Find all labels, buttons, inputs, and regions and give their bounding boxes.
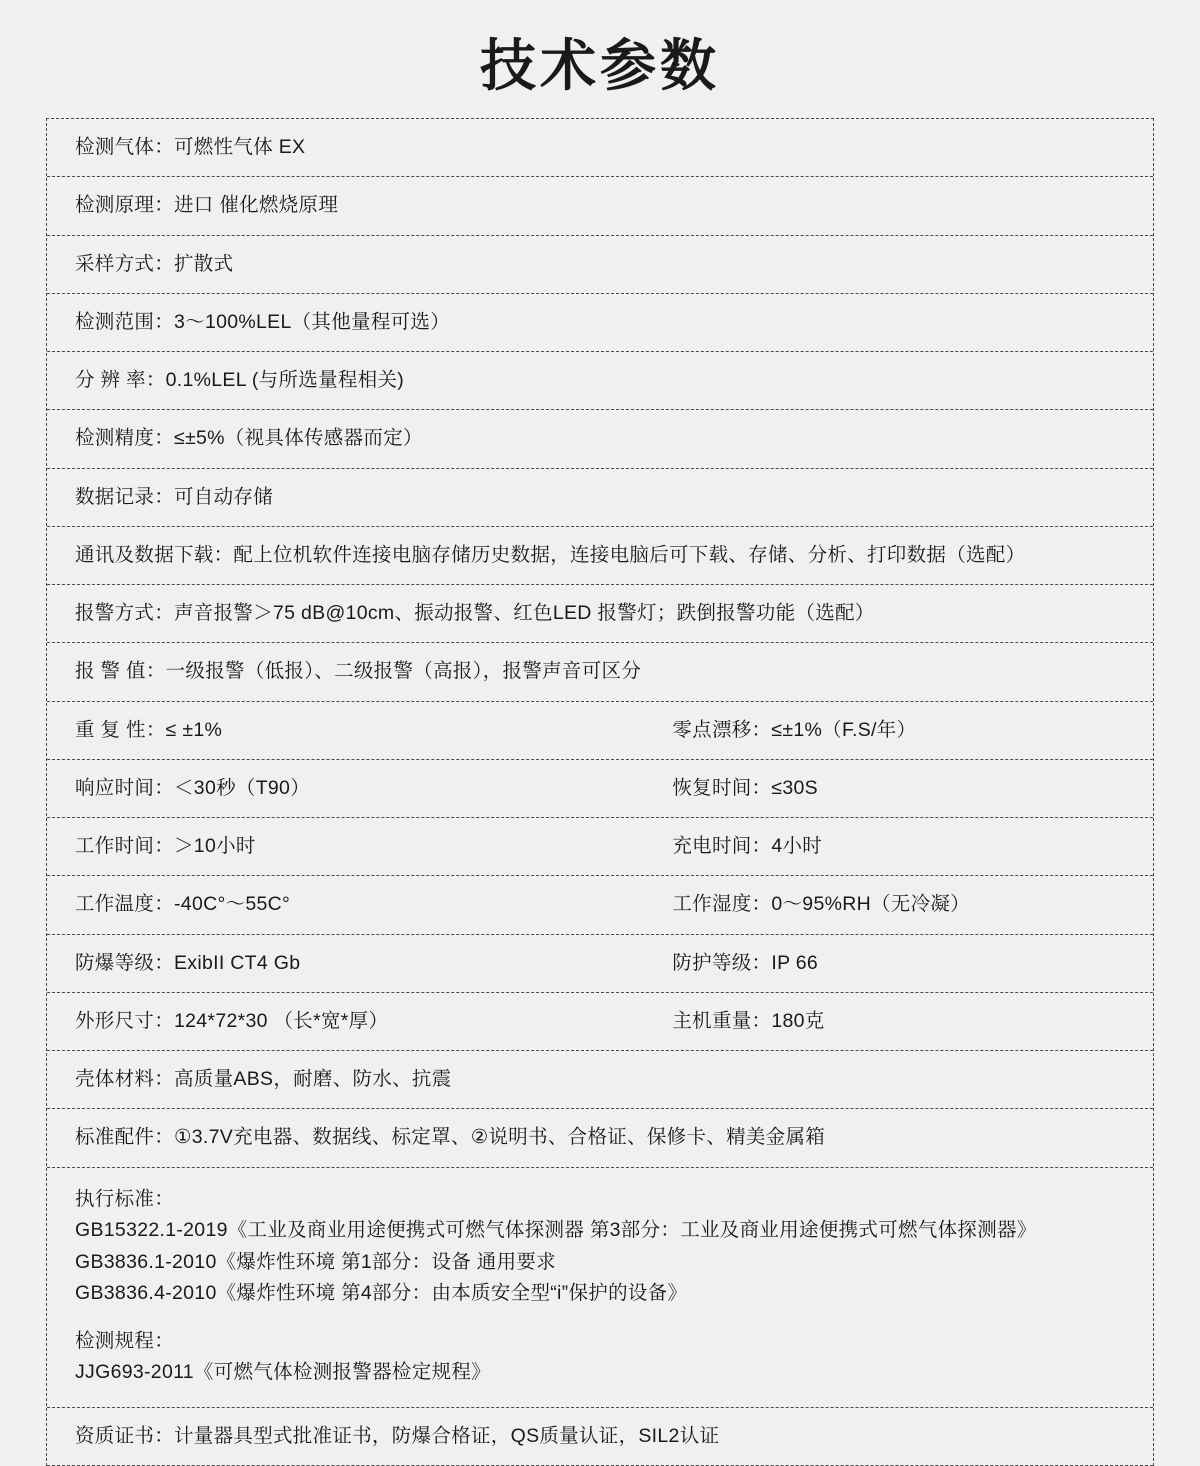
spec-text: 采样方式：扩散式 bbox=[75, 252, 234, 275]
certificate-row bbox=[47, 1408, 1153, 1466]
table-row bbox=[47, 352, 1153, 410]
standards-line: GB15322.1-2019《工业及商业用途便携式可燃气体探测器 第3部分：工业及商业用途便携式可燃气体探测器》 bbox=[75, 1219, 1037, 1242]
standards-spacer bbox=[75, 1310, 1153, 1326]
table-row bbox=[47, 876, 1153, 934]
table-row bbox=[47, 527, 1153, 585]
table-row bbox=[47, 177, 1153, 235]
spec-text-left: 工作时间：＞10小时 bbox=[75, 835, 256, 857]
spec-text-right: 恢复时间：≤30S bbox=[672, 776, 818, 799]
spec-text-left: 防爆等级：ExibII CT4 Gb bbox=[75, 951, 301, 974]
table-row bbox=[47, 760, 1153, 818]
spec-text-right: 充电时间：4小时 bbox=[672, 835, 823, 857]
table-row bbox=[47, 236, 1153, 294]
standards-block bbox=[47, 1168, 1153, 1407]
spec-text: 报 警 值：一级报警（低报）、二级报警（高报），报警声音可区分 bbox=[75, 660, 642, 683]
spec-table bbox=[46, 118, 1154, 1466]
spec-text: 检测气体：可燃性气体 EX bbox=[75, 136, 306, 158]
spec-text-left: 外形尺寸：124*72*30 （长*宽*厚） bbox=[75, 1009, 389, 1032]
spec-text: 检测精度：≤±5%（视具体传感器而定） bbox=[75, 427, 423, 450]
spec-text: 报警方式：声音报警＞75 dB@10cm、振动报警、红色LED 报警灯；跌倒报警功能（选配） bbox=[75, 602, 875, 624]
spec-text-left: 响应时间：＜30秒（T90） bbox=[75, 776, 310, 799]
table-row bbox=[47, 585, 1153, 643]
inspection-rules-title: 检测规程： bbox=[75, 1329, 175, 1352]
table-row bbox=[47, 818, 1153, 876]
spec-text: 壳体材料：高质量ABS，耐磨、防水、抗震 bbox=[75, 1068, 452, 1090]
table-row bbox=[47, 294, 1153, 352]
table-row bbox=[47, 1109, 1153, 1167]
standards-line: GB3836.4-2010《爆炸性环境 第4部分：由本质安全型“i”保护的设备》 bbox=[75, 1282, 688, 1305]
spec-text-left: 工作温度：-40C°～55C° bbox=[75, 893, 291, 916]
table-row bbox=[47, 119, 1153, 177]
certificate-text: 资质证书：计量器具型式批准证书，防爆合格证，QS质量认证，SIL2认证 bbox=[75, 1424, 720, 1447]
standards-title: 执行标准： bbox=[75, 1187, 175, 1210]
spec-text-right: 主机重量：180克 bbox=[672, 1009, 825, 1032]
standards-row bbox=[47, 1168, 1153, 1408]
inspection-rules-line: JJG693-2011《可燃气体检测报警器检定规程》 bbox=[75, 1361, 491, 1384]
table-row bbox=[47, 935, 1153, 993]
spec-text: 数据记录：可自动存储 bbox=[75, 485, 274, 508]
spec-text-right: 工作湿度：0～95%RH（无冷凝） bbox=[672, 893, 970, 916]
table-row bbox=[47, 469, 1153, 527]
table-row bbox=[47, 1051, 1153, 1109]
table-row bbox=[47, 410, 1153, 468]
spec-text-right: 零点漂移：≤±1%（F.S/年） bbox=[672, 718, 917, 741]
spec-text-left: 重 复 性：≤ ±1% bbox=[75, 718, 223, 741]
page-title: 技术参数 bbox=[480, 34, 720, 97]
spec-text: 通讯及数据下载：配上位机软件连接电脑存储历史数据，连接电脑后可下载、存储、分析、打印数据（选配） bbox=[75, 543, 1026, 566]
standards-line: GB3836.1-2010《爆炸性环境 第1部分：设备 通用要求 bbox=[75, 1250, 556, 1273]
spec-text: 标准配件：①3.7V充电器、数据线、标定罩、②说明书、合格证、保修卡、精美金属箱 bbox=[75, 1126, 826, 1149]
spec-text: 检测原理：进口 催化燃烧原理 bbox=[75, 194, 339, 217]
table-row bbox=[47, 702, 1153, 760]
spec-text: 分 辨 率：0.1%LEL (与所选量程相关) bbox=[75, 369, 405, 391]
table-row bbox=[47, 643, 1153, 701]
table-row bbox=[47, 993, 1153, 1051]
spec-text-right: 防护等级：IP 66 bbox=[672, 951, 819, 974]
spec-text: 检测范围：3～100%LEL（其他量程可选） bbox=[75, 310, 451, 333]
